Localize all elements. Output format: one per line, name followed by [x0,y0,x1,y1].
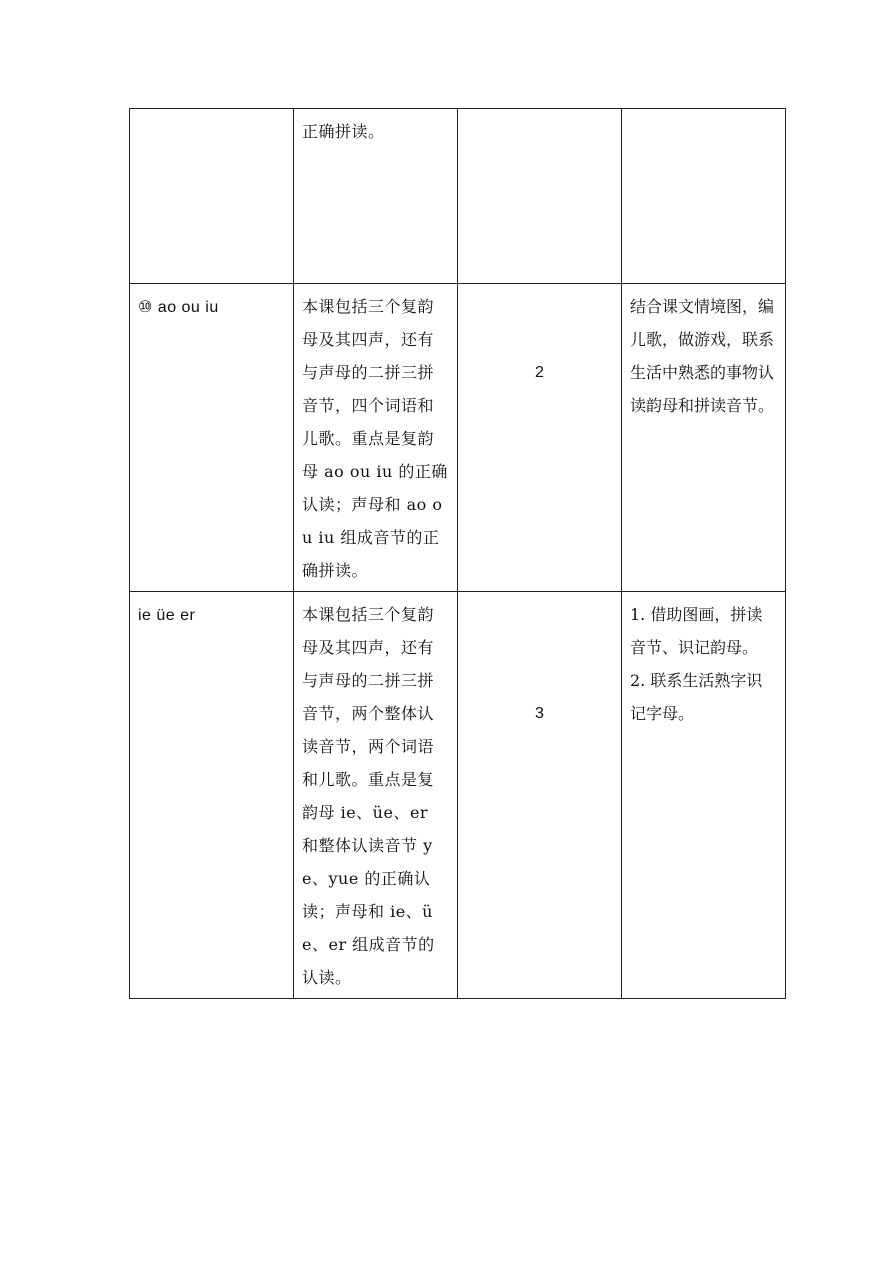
lesson-hours: 2 [535,364,544,381]
lesson-method-step: 2. 联系生活熟字识记字母。 [630,671,763,723]
lesson-hours-cell [458,592,622,999]
lesson-method-cell [622,109,786,284]
lesson-content-cell [294,284,458,592]
lesson-content-cell [294,592,458,999]
table-row [130,284,786,592]
lesson-name: ⑩ ao ou iu [138,299,219,316]
lesson-content: 正确拼读。 [302,122,385,141]
lesson-method-cell [622,284,786,592]
lesson-hours-cell [458,284,622,592]
lesson-method: 结合课文情境图，编儿歌，做游戏，联系生活中熟悉的事物认读韵母和拼读音节。 [630,297,775,415]
lesson-name-cell [130,592,294,999]
lesson-name: ie üe er [138,607,196,624]
lesson-name-cell [130,109,294,284]
table-row [130,109,786,284]
lesson-hours-cell [458,109,622,284]
lesson-plan-table [129,108,786,999]
lesson-content: 本课包括三个复韵母及其四声，还有与声母的二拼三拼音节，两个整体认读音节，两个词语和儿歌。重点是复韵母 ie、üe、er 和整体认读音节 ye、yue 的正确认读；声母和 ie、üe、er 组成音节的认读。 [302,605,435,987]
lesson-content-cell [294,109,458,284]
lesson-content: 本课包括三个复韵母及其四声，还有与声母的二拼三拼音节，四个词语和儿歌。重点是复韵母 ao ou iu 的正确认读；声母和 ao ou iu 组成音节的正确拼读。 [302,297,448,580]
lesson-method-cell [622,592,786,999]
lesson-hours: 3 [535,705,544,722]
table-row [130,592,786,999]
lesson-method-step: 1. 借助图画，拼读音节、识记韵母。 [630,605,763,657]
lesson-name-cell [130,284,294,592]
